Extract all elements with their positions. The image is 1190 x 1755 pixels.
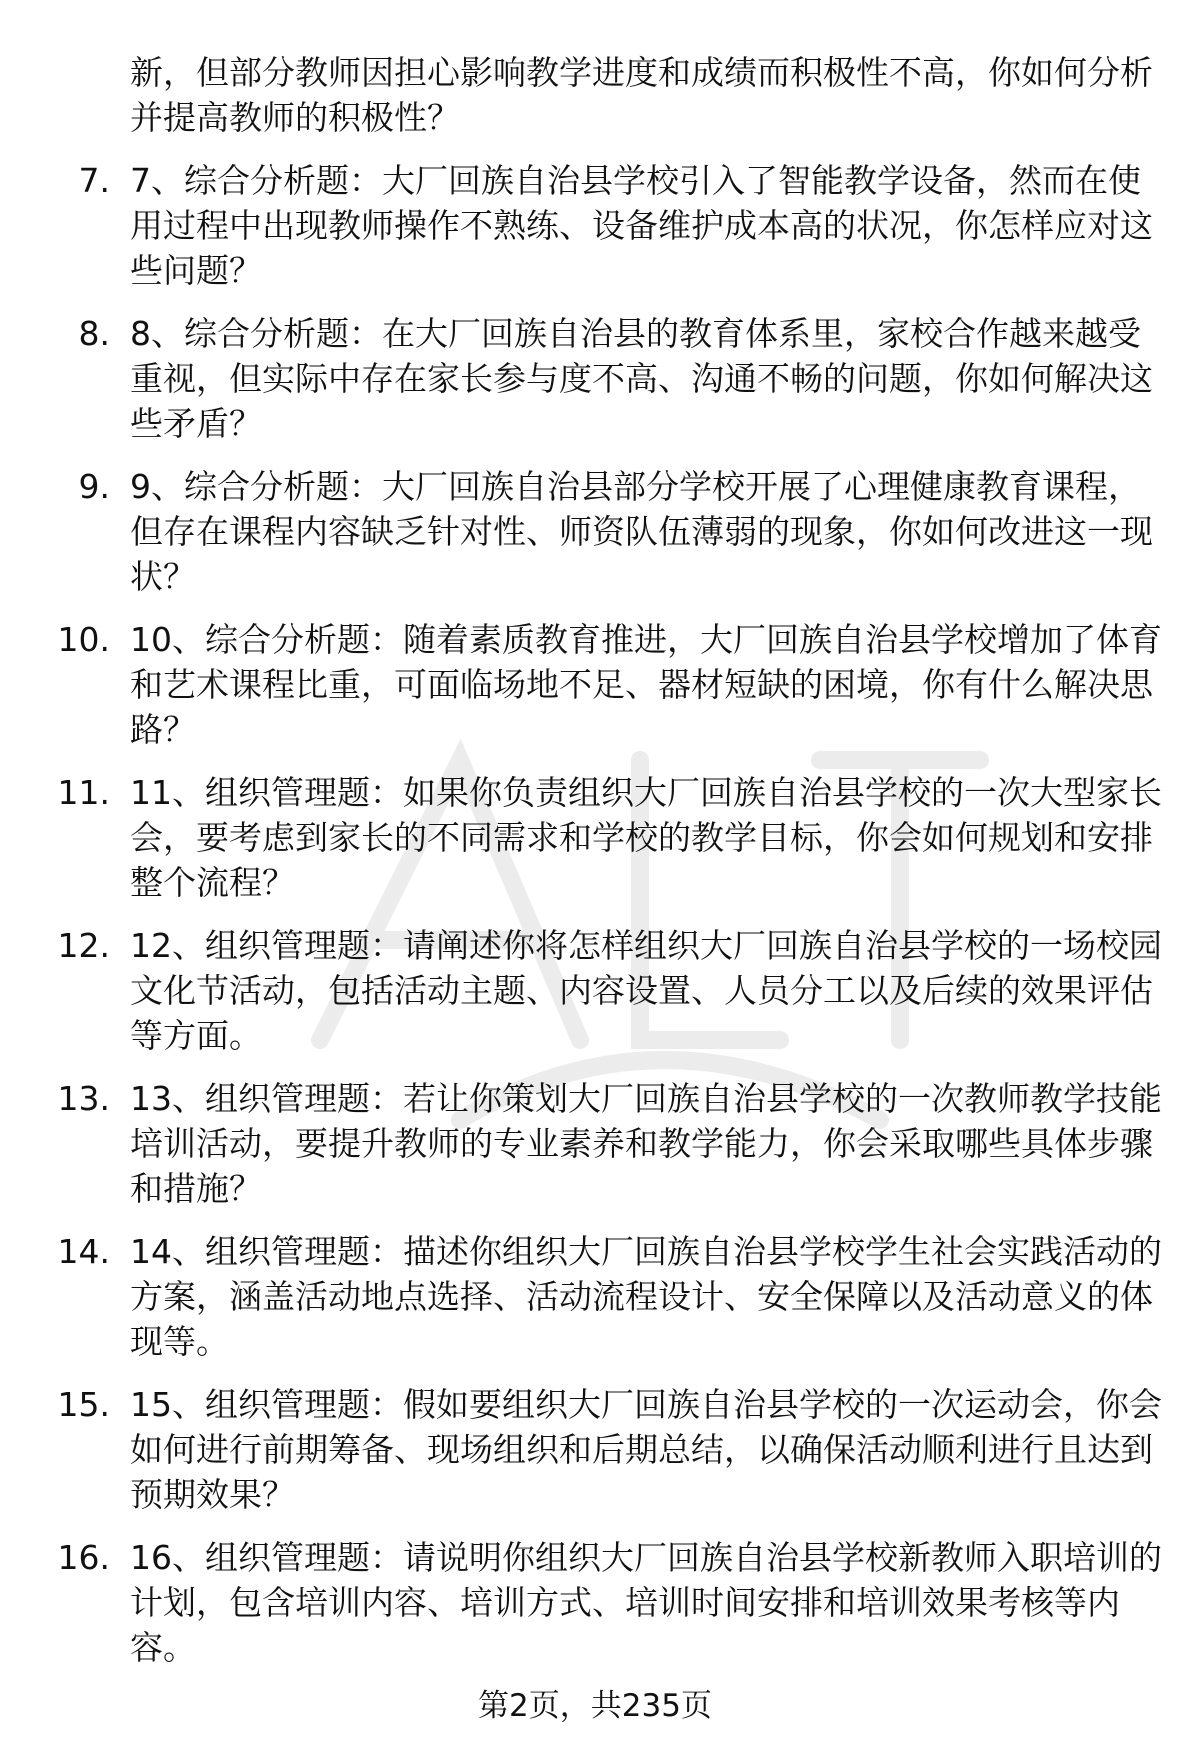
- question-number: 12.: [57, 926, 110, 965]
- question-item: [0, 311, 1170, 446]
- question-text: 8、综合分析题：在大厂回族自治县的教育体系里，家校合作越来越受重视，但实际中存在家长参与度不高、沟通不畅的问题，你如何解决这些矛盾？: [130, 314, 1153, 443]
- question-item: [0, 617, 1170, 752]
- question-number: 10.: [57, 620, 110, 659]
- question-number: 16.: [57, 1538, 110, 1577]
- question-continuation-text: 新，但部分教师因担心影响教学进度和成绩而积极性不高，你如何分析并提高教师的积极性？: [130, 53, 1153, 137]
- question-item: [0, 1076, 1170, 1211]
- question-list: [0, 158, 1190, 1670]
- question-text: 10、综合分析题：随着素质教育推进，大厂回族自治县学校增加了体育和艺术课程比重，可面临场地不足、器材短缺的困境，你有什么解决思路？: [130, 620, 1162, 749]
- page-number-footer: 第2页，共235页: [478, 1688, 712, 1724]
- question-text: 12、组织管理题：请阐述你将怎样组织大厂回族自治县学校的一场校园文化节活动，包括活动主题、内容设置、人员分工以及后续的效果评估等方面。: [130, 926, 1162, 1055]
- question-text: 7、综合分析题：大厂回族自治县学校引入了智能教学设备，然而在使用过程中出现教师操作不熟练、设备维护成本高的状况，你怎样应对这些问题？: [130, 161, 1153, 290]
- question-number: 14.: [57, 1232, 110, 1271]
- question-text: 16、组织管理题：请说明你组织大厂回族自治县学校新教师入职培训的计划，包含培训内容、培训方式、培训时间安排和培训效果考核等内容。: [130, 1538, 1162, 1667]
- question-text: 9、综合分析题：大厂回族自治县部分学校开展了心理健康教育课程，但存在课程内容缺乏针对性、师资队伍薄弱的现象，你如何改进这一现状？: [130, 467, 1153, 596]
- question-item: [0, 770, 1170, 905]
- question-number: 13.: [57, 1079, 110, 1118]
- question-text: 11、组织管理题：如果你负责组织大厂回族自治县学校的一次大型家长会，要考虑到家长的不同需求和学校的教学目标，你会如何规划和安排整个流程？: [130, 773, 1162, 902]
- question-text: 14、组织管理题：描述你组织大厂回族自治县学校学生社会实践活动的方案，涵盖活动地点选择、活动流程设计、安全保障以及活动意义的体现等。: [130, 1232, 1162, 1361]
- question-item: [0, 923, 1170, 1058]
- question-number: 9.: [78, 467, 110, 506]
- question-text: 15、组织管理题：假如要组织大厂回族自治县学校的一次运动会，你会如何进行前期筹备、现场组织和后期总结，以确保活动顺利进行且达到预期效果？: [130, 1385, 1162, 1514]
- question-item: [0, 1535, 1170, 1670]
- question-item: [0, 464, 1170, 599]
- question-number: 8.: [78, 314, 110, 353]
- question-text: 13、组织管理题：若让你策划大厂回族自治县学校的一次教师教学技能培训活动，要提升教师的专业素养和教学能力，你会采取哪些具体步骤和措施？: [130, 1079, 1162, 1208]
- question-number: 7.: [78, 161, 110, 200]
- question-item: [0, 1382, 1170, 1517]
- question-item: [0, 158, 1170, 293]
- question-number: 11.: [57, 773, 110, 812]
- question-item: [0, 1229, 1170, 1364]
- question-number: 15.: [57, 1385, 110, 1424]
